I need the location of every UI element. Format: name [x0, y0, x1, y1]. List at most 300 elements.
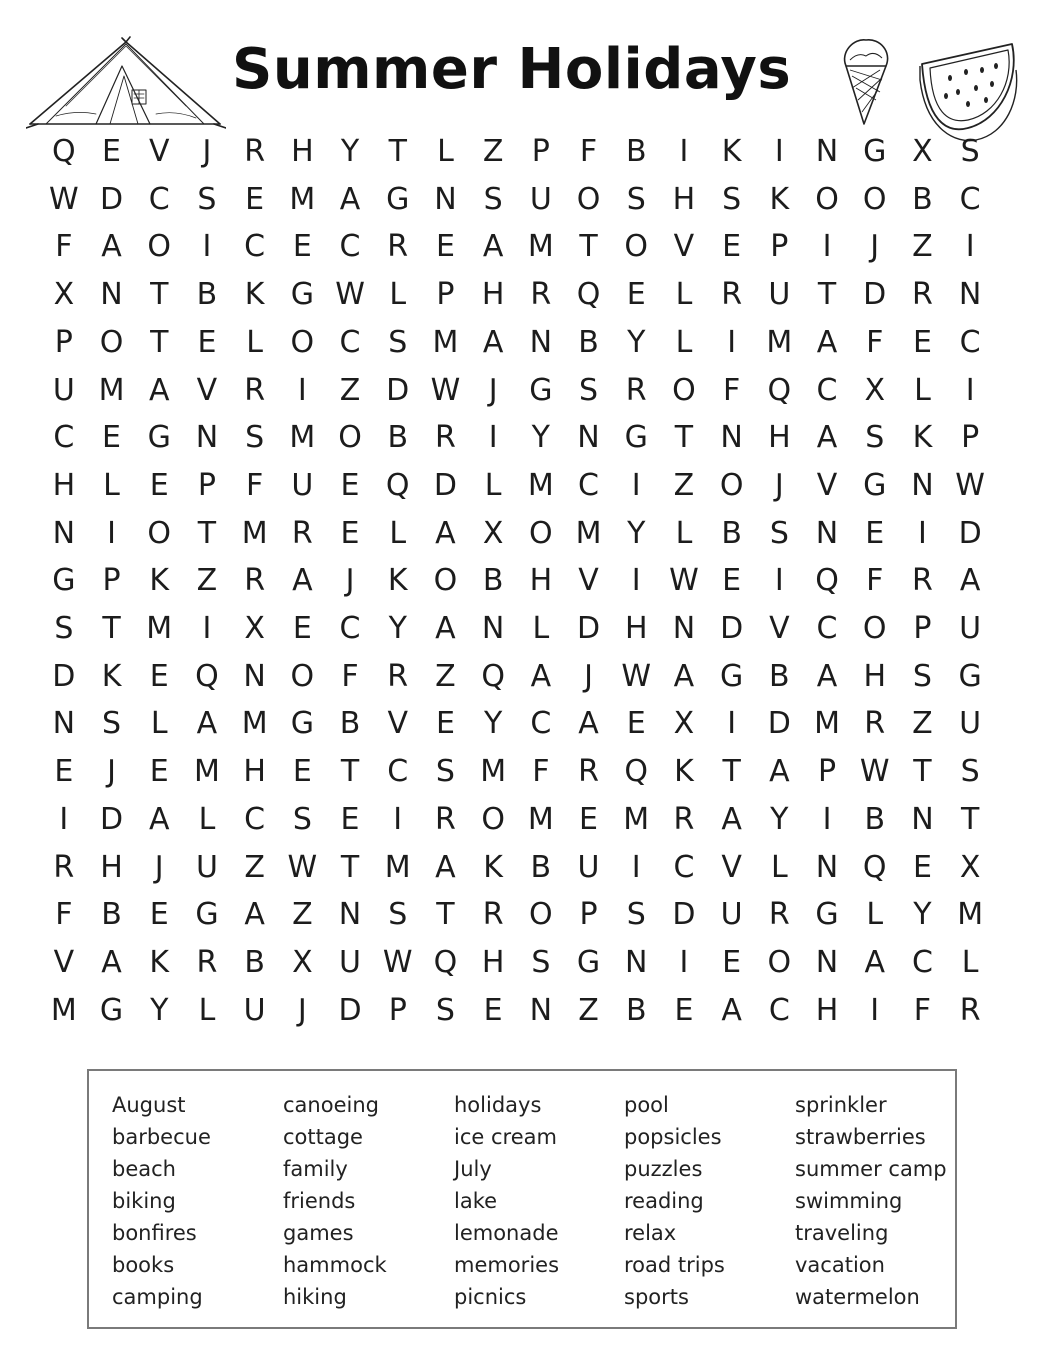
grid-letter: Y	[388, 611, 407, 646]
grid-letter: P	[54, 324, 73, 360]
grid-letter: E	[292, 754, 312, 790]
grid-row	[40, 796, 996, 844]
grid-letter: B	[530, 849, 552, 885]
word-list-item: canoeing	[283, 1093, 379, 1117]
word-list-item: strawberries	[795, 1125, 926, 1149]
word-list-item: books	[112, 1253, 175, 1277]
grid-letter: Z	[912, 229, 933, 265]
grid-letter: V	[769, 611, 790, 646]
grid-letter: M	[527, 229, 554, 265]
grid-letter: V	[816, 467, 838, 503]
grid-letter: G	[815, 897, 839, 933]
grid-letter: F	[866, 324, 884, 360]
grid-letter: M	[384, 849, 411, 885]
grid-letter: L	[770, 849, 788, 885]
grid-letter: R	[435, 420, 456, 456]
grid-letter: R	[244, 134, 266, 169]
grid-letter: E	[102, 134, 122, 169]
grid-letter: T	[436, 897, 455, 933]
grid-letter: D	[433, 467, 457, 503]
grid-letter: L	[198, 801, 216, 837]
grid-letter: P	[770, 229, 789, 265]
grid-letter: R	[959, 992, 981, 1028]
grid-letter: S	[579, 372, 599, 408]
grid-letter: N	[434, 181, 457, 217]
grid-letter: M	[241, 706, 268, 742]
grid-letter: L	[961, 944, 979, 980]
grid-letter: R	[435, 801, 456, 837]
grid-letter: L	[675, 515, 693, 551]
grid-letter: N	[720, 420, 743, 456]
grid-letter: N	[815, 944, 839, 980]
grid-letter: A	[101, 229, 122, 265]
grid-letter: H	[481, 944, 505, 980]
grid-letter: D	[672, 897, 696, 933]
grid-letter: B	[244, 944, 265, 980]
grid-letter: P	[913, 611, 932, 646]
grid-letter: A	[292, 563, 313, 599]
grid-letter: E	[626, 277, 646, 313]
grid-letter: X	[244, 611, 265, 646]
word-list-column-1	[112, 1089, 282, 1313]
grid-letter: I	[965, 229, 975, 265]
grid-letter: S	[865, 420, 885, 456]
grid-letter: I	[965, 372, 975, 408]
grid-letter: N	[481, 611, 505, 646]
grid-letter: S	[912, 658, 932, 694]
grid-letter: B	[387, 420, 409, 456]
grid-letter: W	[287, 849, 318, 885]
grid-letter: V	[578, 563, 599, 599]
grid-letter: V	[721, 849, 742, 885]
grid-letter: J	[345, 563, 355, 599]
grid-letter: M	[146, 611, 173, 646]
grid-letter: Q	[862, 849, 887, 885]
grid-letter: S	[626, 181, 646, 217]
grid-letter: K	[149, 944, 170, 980]
grid-letter: Z	[578, 992, 599, 1028]
grid-letter: Q	[624, 754, 649, 790]
grid-letter: V	[53, 944, 75, 980]
grid-letter: X	[864, 372, 886, 408]
grid-letter: L	[914, 372, 931, 408]
word-list-item: traveling	[795, 1221, 889, 1245]
grid-letter: F	[866, 563, 884, 599]
grid-letter: Z	[292, 897, 313, 933]
grid-letter: T	[197, 515, 217, 551]
grid-letter: B	[578, 324, 599, 360]
grid-letter: I	[297, 372, 307, 408]
grid-letter: N	[577, 420, 600, 456]
grid-letter: A	[435, 611, 456, 646]
grid-letter: T	[340, 849, 360, 885]
grid-letter: L	[246, 324, 263, 360]
grid-letter: I	[202, 611, 212, 646]
grid-letter: F	[341, 658, 359, 694]
word-list-item: beach	[112, 1157, 176, 1181]
grid-letter: I	[202, 229, 212, 265]
grid-letter: N	[52, 515, 76, 551]
grid-letter: R	[625, 372, 647, 408]
grid-letter: M	[98, 372, 125, 408]
grid-letter: I	[822, 229, 832, 265]
grid-letter: H	[529, 563, 553, 599]
grid-letter: R	[196, 944, 218, 980]
word-list-item: relax	[624, 1221, 677, 1245]
grid-letter: Y	[531, 420, 550, 456]
grid-letter: L	[103, 467, 120, 503]
grid-letter: B	[769, 658, 790, 694]
grid-letter: G	[863, 467, 887, 503]
grid-letter: A	[959, 563, 981, 599]
grid-letter: V	[148, 134, 170, 169]
word-list-item: holidays	[454, 1093, 542, 1117]
grid-letter: W	[49, 181, 79, 217]
grid-letter: N	[100, 277, 123, 313]
grid-letter: W	[955, 467, 985, 503]
grid-letter: Q	[481, 658, 505, 694]
grid-letter: I	[774, 134, 784, 169]
grid-row	[40, 319, 996, 367]
grid-letter: N	[815, 134, 839, 169]
grid-letter: M	[241, 515, 268, 551]
grid-letter: T	[150, 324, 169, 360]
grid-letter: W	[335, 277, 365, 313]
grid-row	[40, 271, 996, 319]
grid-letter: W	[430, 372, 461, 408]
grid-letter: A	[769, 754, 790, 790]
word-list-column-2	[283, 1089, 453, 1313]
grid-letter: J	[774, 467, 784, 503]
grid-letter: N	[529, 992, 553, 1028]
grid-letter: E	[912, 849, 932, 885]
grid-letter: S	[531, 944, 551, 980]
grid-letter: Z	[196, 563, 218, 599]
grid-letter: E	[149, 658, 169, 694]
word-list-item: sprinkler	[795, 1093, 887, 1117]
grid-letter: J	[584, 658, 593, 694]
grid-letter: O	[529, 515, 553, 551]
word-list-item: bonfires	[112, 1221, 197, 1245]
grid-letter: F	[723, 372, 741, 408]
grid-letter: S	[292, 801, 312, 837]
grid-letter: E	[54, 754, 74, 790]
word-list-item: popsicles	[624, 1125, 722, 1149]
grid-letter: E	[483, 992, 503, 1028]
grid-letter: X	[53, 277, 75, 313]
grid-letter: S	[960, 754, 980, 790]
grid-letter: R	[387, 229, 409, 265]
grid-letter: I	[870, 992, 880, 1028]
grid-letter: P	[388, 992, 407, 1028]
grid-letter: E	[149, 754, 169, 790]
grid-letter: F	[532, 754, 550, 790]
grid-letter: T	[388, 134, 407, 169]
grid-letter: L	[532, 611, 550, 646]
grid-letter: N	[815, 849, 839, 885]
grid-letter: H	[624, 611, 648, 646]
grid-letter: J	[154, 849, 164, 885]
grid-letter: O	[433, 563, 458, 599]
grid-letter: S	[435, 992, 455, 1028]
grid-letter: Y	[913, 897, 932, 933]
word-list-item: memories	[454, 1253, 560, 1277]
grid-letter: I	[488, 420, 498, 456]
grid-letter: I	[727, 706, 737, 742]
grid-letter: B	[625, 134, 647, 169]
grid-row	[40, 939, 996, 987]
grid-letter: K	[912, 420, 933, 456]
word-list-item: ice cream	[454, 1125, 557, 1149]
grid-letter: O	[624, 229, 649, 265]
grid-letter: A	[196, 706, 218, 742]
grid-letter: P	[102, 563, 121, 599]
grid-letter: S	[483, 181, 503, 217]
grid-letter: E	[149, 897, 169, 933]
grid-letter: B	[625, 992, 647, 1028]
word-list-item: camping	[112, 1285, 203, 1309]
word-list-item: lemonade	[454, 1221, 559, 1245]
grid-letter: C	[816, 611, 838, 646]
word-list-item: sports	[624, 1285, 689, 1309]
grid-letter: O	[290, 658, 315, 694]
grid-letter: U	[339, 944, 362, 980]
grid-letter: W	[859, 754, 890, 790]
grid-letter: W	[669, 563, 699, 599]
grid-letter: A	[148, 801, 170, 837]
grid-letter: E	[340, 515, 360, 551]
grid-letter: C	[578, 467, 599, 503]
grid-row	[40, 510, 996, 558]
grid-letter: C	[387, 754, 409, 790]
grid-letter: I	[727, 324, 737, 360]
grid-letter: D	[386, 372, 410, 408]
grid-letter: L	[150, 706, 168, 742]
grid-letter: P	[961, 420, 980, 456]
grid-letter: S	[960, 134, 980, 169]
grid-letter: U	[577, 849, 600, 885]
grid-letter: B	[912, 181, 933, 217]
grid-row	[40, 367, 996, 415]
grid-letter: A	[244, 897, 265, 933]
grid-letter: X	[292, 944, 313, 980]
grid-letter: I	[679, 944, 689, 980]
grid-letter: O	[99, 324, 124, 360]
grid-row	[40, 891, 996, 939]
grid-letter: L	[389, 277, 407, 313]
grid-letter: H	[243, 754, 266, 790]
grid-letter: O	[719, 467, 744, 503]
grid-letter: L	[675, 324, 693, 360]
grid-letter: S	[722, 181, 742, 217]
grid-letter: Z	[912, 706, 933, 742]
grid-letter: T	[817, 277, 837, 313]
grid-letter: H	[863, 658, 887, 694]
grid-letter: U	[529, 181, 552, 217]
grid-letter: S	[388, 897, 408, 933]
page-title: Summer Holidays	[232, 37, 792, 102]
grid-letter: M	[480, 754, 507, 790]
grid-letter: Z	[339, 372, 361, 408]
grid-letter: B	[196, 277, 218, 313]
grid-letter: C	[53, 420, 75, 456]
grid-letter: B	[482, 563, 504, 599]
grid-letter: U	[959, 706, 982, 742]
grid-letter: I	[631, 467, 641, 503]
grid-letter: H	[52, 467, 76, 503]
grid-letter: V	[387, 706, 408, 742]
grid-letter: S	[102, 706, 122, 742]
grid-letter: C	[673, 849, 695, 885]
grid-letter: H	[291, 134, 314, 169]
grid-letter: T	[722, 754, 741, 790]
grid-letter: B	[721, 515, 742, 551]
grid-letter: G	[863, 134, 887, 169]
grid-letter: P	[579, 897, 598, 933]
grid-letter: S	[245, 420, 265, 456]
grid-letter: D	[99, 181, 124, 217]
grid-letter: G	[958, 658, 982, 694]
grid-letter: K	[769, 181, 790, 217]
grid-letter: J	[297, 992, 307, 1028]
grid-letter: F	[55, 229, 73, 265]
grid-letter: S	[54, 611, 74, 646]
grid-letter: A	[578, 706, 599, 742]
grid-letter: Q	[195, 658, 219, 694]
grid-letter: B	[339, 706, 361, 742]
grid-letter: J	[202, 134, 212, 169]
grid-letter: R	[912, 563, 933, 599]
grid-letter: Q	[433, 944, 458, 980]
grid-letter: R	[673, 801, 695, 837]
grid-letter: N	[911, 467, 934, 503]
grid-letter: D	[338, 992, 362, 1028]
grid-letter: Q	[576, 277, 601, 313]
grid-letter: P	[531, 134, 550, 169]
grid-letter: V	[196, 372, 218, 408]
grid-letter: E	[340, 467, 360, 503]
grid-letter: A	[435, 849, 456, 885]
grid-letter: O	[576, 181, 601, 217]
grid-letter: T	[674, 420, 694, 456]
grid-letter: I	[59, 801, 69, 837]
word-list-column-4	[624, 1089, 794, 1313]
grid-letter: N	[195, 420, 219, 456]
grid-letter: R	[768, 897, 790, 933]
word-list-item: barbecue	[112, 1125, 211, 1149]
word-list-item: family	[283, 1157, 348, 1181]
grid-letter: L	[866, 897, 884, 933]
word-list-column-5	[795, 1089, 965, 1313]
word-list-item: watermelon	[795, 1285, 920, 1309]
word-list-item: hiking	[283, 1285, 347, 1309]
grid-letter: G	[624, 420, 648, 456]
grid-letter: S	[435, 754, 455, 790]
grid-letter: G	[52, 563, 76, 599]
grid-letter: M	[527, 467, 554, 503]
grid-letter: N	[958, 277, 982, 313]
grid-letter: G	[290, 706, 314, 742]
ice-cream-cone-icon	[836, 36, 896, 128]
grid-letter: T	[340, 754, 360, 790]
grid-row	[40, 462, 996, 510]
grid-letter: A	[721, 992, 742, 1028]
grid-letter: G	[529, 372, 553, 408]
word-list-item: puzzles	[624, 1157, 703, 1181]
grid-letter: Y	[770, 801, 789, 837]
grid-letter: M	[193, 754, 220, 790]
grid-letter: Q	[815, 563, 839, 599]
grid-letter: H	[100, 849, 123, 885]
grid-letter: X	[959, 849, 981, 885]
grid-letter: O	[672, 372, 696, 408]
grid-letter: E	[579, 801, 599, 837]
grid-letter: E	[149, 467, 169, 503]
tent-icon	[26, 36, 226, 132]
grid-letter: E	[722, 563, 742, 599]
grid-letter: K	[101, 658, 122, 694]
grid-letter: R	[721, 277, 743, 313]
word-list-item: reading	[624, 1189, 704, 1213]
grid-letter: J	[488, 372, 498, 408]
grid-letter: U	[52, 372, 75, 408]
grid-letter: G	[386, 181, 410, 217]
grid-letter: C	[959, 181, 981, 217]
grid-letter: S	[388, 324, 408, 360]
grid-letter: E	[292, 229, 312, 265]
grid-letter: N	[625, 944, 648, 980]
grid-letter: C	[530, 706, 552, 742]
grid-letter: M	[766, 324, 793, 360]
grid-row	[40, 176, 996, 224]
grid-letter: I	[631, 563, 641, 599]
grid-letter: C	[244, 229, 266, 265]
word-list-item: biking	[112, 1189, 176, 1213]
grid-letter: O	[147, 515, 172, 551]
grid-letter: I	[393, 801, 403, 837]
grid-letter: M	[289, 420, 316, 456]
grid-letter: M	[527, 801, 554, 837]
grid-letter: G	[99, 992, 124, 1028]
grid-letter: C	[959, 324, 981, 360]
grid-letter: M	[957, 897, 984, 933]
grid-letter: U	[243, 992, 266, 1028]
grid-letter: F	[246, 467, 264, 503]
grid-letter: C	[148, 181, 170, 217]
grid-letter: E	[722, 229, 742, 265]
grid-letter: J	[870, 229, 880, 265]
grid-letter: O	[815, 181, 839, 217]
grid-letter: N	[672, 611, 696, 646]
grid-row	[40, 223, 996, 271]
grid-letter: E	[626, 706, 646, 742]
grid-letter: K	[387, 563, 408, 599]
grid-letter: T	[960, 801, 980, 837]
grid-letter: W	[382, 944, 413, 980]
grid-letter: E	[865, 515, 885, 551]
grid-letter: C	[339, 611, 361, 646]
grid-letter: K	[483, 849, 503, 885]
grid-letter: K	[674, 754, 694, 790]
grid-letter: E	[722, 944, 742, 980]
word-list-item: vacation	[795, 1253, 885, 1277]
grid-row	[40, 128, 996, 176]
grid-letter: E	[340, 801, 360, 837]
grid-letter: G	[290, 277, 314, 313]
grid-letter: I	[774, 563, 784, 599]
grid-letter: E	[674, 992, 694, 1028]
grid-row	[40, 987, 996, 1035]
